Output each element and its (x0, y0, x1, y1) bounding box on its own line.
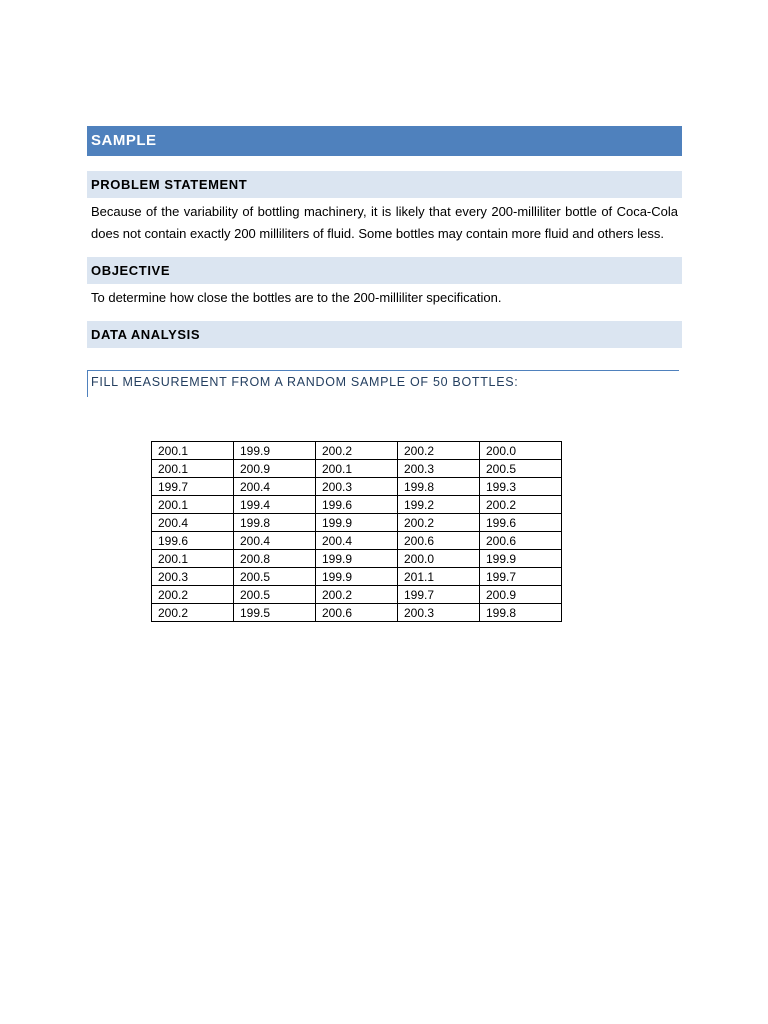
table-cell: 200.1 (152, 460, 234, 478)
document-page (87, 126, 682, 397)
table-cell: 201.1 (398, 568, 480, 586)
table-cell: 199.4 (234, 496, 316, 514)
table-cell: 200.8 (234, 550, 316, 568)
table-row (152, 586, 562, 604)
table-cell: 200.2 (152, 586, 234, 604)
table-cell: 199.6 (480, 514, 562, 532)
table-cell: 200.9 (234, 460, 316, 478)
table-cell: 199.8 (480, 604, 562, 622)
table-cell: 200.2 (398, 514, 480, 532)
table-cell: 200.3 (398, 460, 480, 478)
table-cell: 199.5 (234, 604, 316, 622)
table-cell: 200.5 (480, 460, 562, 478)
table-cell: 200.4 (316, 532, 398, 550)
table-cell: 200.5 (234, 568, 316, 586)
table-cell: 200.3 (152, 568, 234, 586)
table-cell: 199.6 (152, 532, 234, 550)
table-cell: 200.4 (152, 514, 234, 532)
table-row (152, 550, 562, 568)
data-analysis-heading: DATA ANALYSIS (87, 321, 682, 348)
table-row (152, 568, 562, 586)
table-cell: 199.9 (316, 568, 398, 586)
table-cell: 199.7 (398, 586, 480, 604)
table-cell: 199.9 (316, 550, 398, 568)
table-cell: 200.6 (398, 532, 480, 550)
table-cell: 199.9 (234, 442, 316, 460)
problem-statement-text: Because of the variability of bottling machinery, it is likely that every 200-milliliter bottle of Coca-Cola does not contain exactly 200 milliliters of fluid. Some bottles may contain more fluid and others less. (91, 204, 678, 241)
table-cell: 199.3 (480, 478, 562, 496)
table-cell: 200.2 (316, 586, 398, 604)
table-cell: 200.3 (398, 604, 480, 622)
table-cell: 200.5 (234, 586, 316, 604)
table-cell: 199.2 (398, 496, 480, 514)
table-cell: 199.7 (152, 478, 234, 496)
table-cell: 199.9 (316, 514, 398, 532)
document-title: SAMPLE (87, 126, 682, 156)
table-cell: 200.2 (316, 442, 398, 460)
table-cell: 199.9 (480, 550, 562, 568)
table-row (152, 442, 562, 460)
table-cell: 199.8 (234, 514, 316, 532)
table-cell: 200.3 (316, 478, 398, 496)
table-cell: 200.1 (316, 460, 398, 478)
table-row (152, 460, 562, 478)
table-cell: 200.6 (480, 532, 562, 550)
table-cell: 200.4 (234, 532, 316, 550)
table-cell: 199.7 (480, 568, 562, 586)
table-row (152, 496, 562, 514)
table-cell: 199.8 (398, 478, 480, 496)
table-cell: 200.6 (316, 604, 398, 622)
table-row (152, 604, 562, 622)
table-cell: 200.2 (480, 496, 562, 514)
measurements-table (151, 441, 562, 622)
table-cell: 200.0 (480, 442, 562, 460)
table-cell: 200.2 (152, 604, 234, 622)
objective-text: To determine how close the bottles are to the 200-milliliter specification. (91, 290, 502, 305)
table-row (152, 478, 562, 496)
table-cell: 200.1 (152, 496, 234, 514)
table-cell: 200.9 (480, 586, 562, 604)
table-row (152, 532, 562, 550)
table-cell: 200.1 (152, 442, 234, 460)
table-cell: 200.2 (398, 442, 480, 460)
problem-statement-heading: PROBLEM STATEMENT (87, 171, 682, 198)
objective-heading: OBJECTIVE (87, 257, 682, 284)
table-cell: 200.0 (398, 550, 480, 568)
fill-measurement-subheading: FILL MEASUREMENT FROM A RANDOM SAMPLE OF 50 BOTTLES: (87, 370, 679, 397)
table-cell: 200.4 (234, 478, 316, 496)
table-cell: 199.6 (316, 496, 398, 514)
table-cell: 200.1 (152, 550, 234, 568)
table-row (152, 514, 562, 532)
